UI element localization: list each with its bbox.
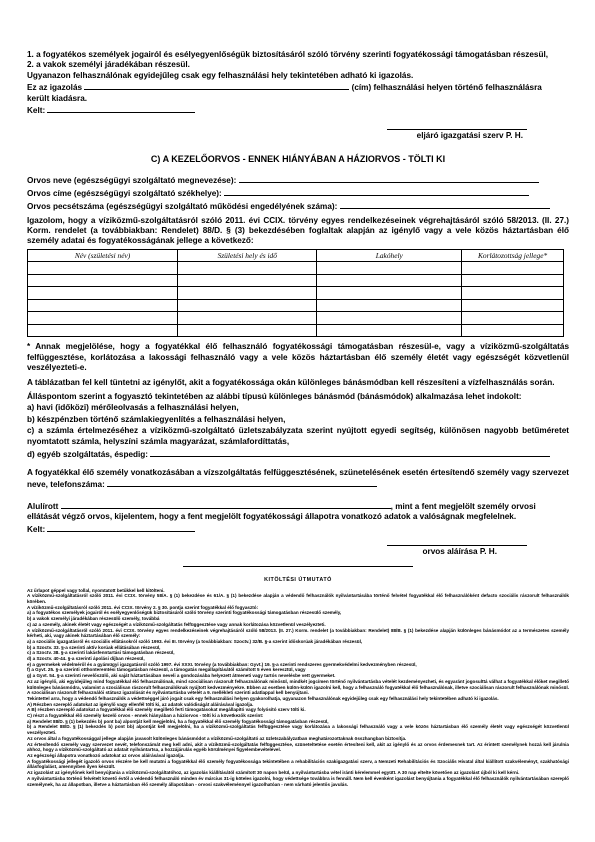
guide-paragraph: c) az a személy, akinek életét vagy egészségét a víziközmű-szolgáltatás felfüggesztése vagy annak korlátozása közvetlenül veszélyezteti. — [27, 621, 326, 627]
table-cell[interactable] — [462, 287, 564, 300]
person-data-table — [27, 249, 564, 338]
undersigned-declaration: ellátását végző orvos, kijelentem, hogy a fent megjelölt fogyatékossági állapotra vonatkozó adatok a valóságnak megfelelnek. — [27, 512, 517, 522]
table-cell[interactable] — [178, 274, 317, 287]
table-header-name: Név (születési név) — [28, 249, 178, 262]
table-cell[interactable] — [462, 262, 564, 275]
table-cell[interactable] — [317, 274, 462, 287]
table-header-birth: Születési hely és idő — [178, 249, 317, 262]
table-cell[interactable] — [317, 324, 462, 337]
kelt-row-doctor: Kelt: — [27, 523, 569, 536]
table-cell[interactable] — [178, 312, 317, 325]
kelt-input-doctor[interactable] — [47, 523, 195, 532]
guide-paragraph: A B) részben szereplő adatokat a fogyatékkal élő személy megillető ferti támogatásokat megállapító vagy folyósító szerv tölti ki. — [27, 707, 306, 713]
guide-divider — [183, 566, 413, 567]
table-row — [28, 274, 564, 287]
table-cell[interactable] — [462, 299, 564, 312]
guide-paragraph: Az űrlapot géppel vagy tollal, nyomtatott betűkkel kell kitölteni. — [27, 587, 165, 593]
table-cell[interactable] — [462, 274, 564, 287]
option-c: c) a számla értelmezéséhez a víziközmű-szolgáltató üzletszabályzata szerint nyújtott egyedi segítség, különösen nagyobb betűméretet nyomtatott számla, helyszíni számla magyarázat, számlafordíttatás, — [27, 426, 569, 446]
doctor-address-row: Orvos címe (egészségügyi szolgáltató székhelye): — [27, 187, 569, 200]
option-a: a) havi (időközi) mérőleolvasás a felhasználási helyen, — [27, 403, 239, 413]
form-page — [27, 50, 569, 787]
doctor-stamp-input[interactable] — [340, 200, 550, 209]
signature-line-doctor — [387, 545, 527, 546]
undersigned-input[interactable] — [61, 500, 391, 509]
guide-paragraph: a) a szociális igazgatásról és szociális ellátásokról szóló 1993. évi III. törvény (a továbbiakban: Szoctv.) 32/B. §-a szerint időskorúak járadékában részesül, — [27, 638, 363, 644]
table-cell[interactable] — [178, 262, 317, 275]
table-header-residence: Lakóhely — [317, 249, 462, 262]
guide-paragraph: e) a gyermekek védelméről és a gyámügyi igazgatásról szóló 1997. évi XXXI. törvény (a továbbiakban: Gyvt.) 19. §-a szerinti rendszeres gyermekvédelmi kedvezményben részesül, — [27, 661, 417, 667]
guide-paragraph: b) a Szoctv. 33. §-a szerinti aktív korúak ellátásában részesül, — [27, 644, 161, 650]
option-d-row: d) egyéb szolgáltatás, éspedig: — [27, 448, 569, 461]
notify-paragraph: A fogyatékkal élő személy vonatkozásában a vízszolgáltatás felfüggesztésének, szünetelésének esetén értesítendő személy vagy szervezet neve, telefonszáma: — [27, 467, 569, 490]
opinion-line: Álláspontom szerint a fogyasztó tekintetében az alábbi típusú különleges bánásmód (bánásmódok) alkalmazása lehet indokolt: — [27, 391, 522, 401]
guide-paragraph: d) a Szoctv. 40-44. §-a szerinti ápolási díjban részesül, — [27, 656, 145, 662]
guide-paragraph: c) a Szoctv. 38. §-a szerinti lakásfenntartási támogatásban részesül, — [27, 650, 175, 656]
table-cell[interactable] — [462, 324, 564, 337]
doctor-name-row: Orvos neve (egészségügyi szolgáltató megnevezése): — [27, 174, 569, 187]
guide-paragraph: Az orvos által a fogyatékossággal jellege alapján javasolt különleges bánásmódot a víziközmű-szolgáltató az üzletszabályzatban meghatározottaknak összhangban biztosítja. — [27, 735, 407, 741]
guide-title: KITÖLTÉSI ÚTMUTATÓ — [264, 576, 332, 583]
kelt-row-top: Kelt: — [27, 104, 569, 117]
eligibility-line-1: 1. a fogyatékos személyek jogairól és esélyegyenlőségük biztosításáról szóló törvény szerinti fogyatékossági támogatásban részesül, — [27, 50, 549, 59]
table-row — [28, 312, 564, 325]
option-b: b) készpénzben történő számlakiegyenlítés a felhasználási helyen, — [27, 414, 286, 424]
doctor-address-input[interactable] — [224, 187, 529, 196]
table-cell[interactable] — [317, 262, 462, 275]
single-location-note: Ugyanazon felhasználónak egyidejűleg csak egy felhasználási hely tekintetében adható ki igazolás. — [27, 70, 414, 80]
table-row — [28, 262, 564, 275]
guide-paragraph: f) a Gyvt. 25. §-a szerinti otthonteremtési támogatásban részesül, a támogatás megállapításától számított 5 éven keresztül, vagy — [27, 667, 306, 673]
doctor-signature-label: orvos aláírása P. H. — [422, 546, 497, 556]
guide-paragraph: Az értesítendő személy vagy szervezet nevét, telefonszámát meg kell adni, akit a víziközmű-szolgáltatás felfüggesztése, szüneteltetése esetén értesíteni kell, akit az igénylő és az orvos érdemesnek tart. Az érintett személynek hozzá kell járulnia ahhoz, hogy a víziközmű-szolgáltató az adatait nyilvántartsa, a hozzájárulás egyéb körülményei figyelembevételével. — [27, 741, 569, 753]
kelt-input-top[interactable] — [47, 104, 195, 113]
signature-line-authority — [387, 129, 527, 130]
doctor-name-input[interactable] — [239, 174, 539, 183]
guide-paragraph: Az egészségi állapotra vonatkozó adatokat az orvos aláírásával igazolja. — [27, 752, 185, 758]
table-header-limitation: Korlátozottság jellege* — [462, 249, 564, 262]
guide-paragraph: A) Részben szereplő adatokat az igénylő vagy ellenfél tölti ki, az adatok valódiságát aláírásával igazolja. — [27, 701, 254, 707]
notify-input[interactable] — [107, 478, 377, 487]
table-note: A táblázatban fel kell tüntetni az igénylőt, akit a fogyatékossága okán különleges bánásmódban kell részesíteni a vízfelhasználás során. — [27, 377, 555, 387]
table-cell[interactable] — [317, 287, 462, 300]
section-c-title: C) A KEZELŐORVOS - ENNEK HIÁNYÁBAN A HÁZIORVOS - TÖLTI KI — [150, 154, 446, 165]
option-d-input[interactable] — [150, 448, 550, 457]
guide-paragraph: Az igazolást az igénylőnek kell benyújtania a víziközmű-szolgáltatóhoz, az igazolás kiállításától számított 30 napon belül, a nyilvántartásba vétel iránti kérelemmel együtt. A 30 nap eltelte követően az igazolást újból ki kell kérni. — [27, 770, 520, 776]
undersigned-row: Alulírott , mint a fent megjelölt személy orvosi — [27, 501, 536, 511]
guide-paragraph: C) részt a fogyatékkal élő személy kezelő orvos - ennek hiányában a háziorvos - tölti ki a következők szerint: — [27, 713, 264, 719]
table-cell[interactable] — [28, 287, 178, 300]
guide-paragraph: A nyilvántartásba történő felvételt követő évtől a védendő felhasználó minden év március 31-ig köteles igazolni, hogy védettsége továbbra is fennáll. Nem kell évenként igazolást benyújtania a fogyatékkal élő felhasználók nyilvántartásában szereplő személynek, ha az állapotban, illetve a háztartásban élő személy állapotában - orvosi szakvéleménnyel igazolhatóan - nem várható jelentős javulás. — [27, 775, 569, 787]
guide-paragraph: a) Rendelet 88/D. § (1) bekezdés b) pont ba) alpontját kell megjelölni, ha a fogyatékkal élő személy fogyatékossági támogatásban részesül, — [27, 718, 329, 724]
guide-paragraph: A víziközmű-szolgáltatásról szóló 2011. évi CCIX. törvény egyes rendelkezéseinek végrehajtásáról szóló 58/2013. (II. 27.) Korm. rendelet (a továbbiakban: Rendelet) 88/B. § (1) bekezdése alapján különleges bánásmódot az a természetes személy kérheti, aki, vagy akinek háztartásában élő személy: — [27, 627, 569, 639]
table-cell[interactable] — [317, 299, 462, 312]
guide-paragraph: A fogyatékossági jellegét igazoló orvos részére be kell mutatni a fogyatékkal élő személy fogyatékossága tekintetében a rehabilitációs szakigazgatási szerv, a Nemzeti Rehabilitációs és Szociális Hivatal által kiállított szakvéleményt, szakhatósági állásfoglalást, amennyiben ilyen készült. — [27, 758, 569, 770]
address-input[interactable] — [84, 81, 349, 90]
table-cell[interactable] — [462, 312, 564, 325]
guide-paragraph: g) a Gyvt. 54. §-a szerinti nevelőszülő, aki saját háztartásában neveli a gondozásába helyezett átmeneti vagy tartós nevelésbe vett gyermeket. — [27, 673, 336, 679]
table-cell[interactable] — [178, 324, 317, 337]
table-cell[interactable] — [28, 274, 178, 287]
table-header-row — [28, 249, 564, 262]
address-row: Ez az igazolás (cím) felhasználási helyen történő felhasználásra — [27, 83, 542, 93]
table-cell[interactable] — [178, 287, 317, 300]
guide-paragraph: A víziközmű-szolgáltatásról szóló 2011. évi CCIX. törvény 2. § 30. pontja szerint fogyatékkal élő fogyasztó: — [27, 604, 259, 610]
table-cell[interactable] — [317, 312, 462, 325]
table-cell[interactable] — [28, 299, 178, 312]
guide-paragraph: Az az igénylő, aki egyidejűleg mind fogyatékkal élő felhasználónak, mind szociálisan rászorult felhasználónak minősül, mindkét jogcímen történő nyilvántartásba vételét kezdeményezheti, és egyaránt jogosulttá válhat a fogyatékkal élőket megillető különleges bánásmódra, valamint a szociálisan rászorult felhasználóknak nyújtott kedvezményekre. Ebben az esetben külön-külön igazolni kell, hogy a felhasználó fogyatékkal élő felhasználónak, illetve szociálisan rászorult felhasználónak minősül. A szociálisan rászorult felhasználói státusz igazolását és nyilvántartásba vételét a 9. mellékleti szerinti adatlappal kell benyújtani. — [27, 678, 569, 696]
table-cell[interactable] — [28, 262, 178, 275]
guide-paragraph: Tekintettel arra, hogy a védendő felhasználók a védettséggel járó jogait csak egy felhasználási helyen gyakorolhatja, ugyanazon felhasználónak egyidejűleg csak egy felhasználási hely tekintetében adható ki igazolás. — [27, 695, 499, 701]
table-cell[interactable] — [28, 312, 178, 325]
guide-paragraph: b) a Rendelet 88/D. § (1) bekezdés b) pont bb) alpontját kell megjelölni, ha a víziközmű-szolgáltatás felfüggesztése vagy korlátozása a lakossági felhasználó vagy a vele közös háztartásban élő személy életét vagy egészségét közvetlenül veszélyezteti. — [27, 724, 569, 736]
guide-body — [27, 588, 569, 788]
eligibility-line-2: 2. a vakok személyi járadékában részesül. — [27, 60, 190, 70]
table-row — [28, 324, 564, 337]
guide-paragraph: b) a vakok személyi járadékában részesülő személy, továbbá — [27, 616, 160, 622]
table-row — [28, 287, 564, 300]
table-cell[interactable] — [178, 299, 317, 312]
guide-paragraph: A víziközmű-szolgáltatásról szóló 2011. évi CCIX. törvény 58/A. § (1) bekezdése és 61/A. § (1) bekezdése alapján a védendő felhasználók nyilvántartásába történő felvétel fogyatékkal élő felhasználóként defacto szociális rászorult felhasználók körében. — [27, 593, 569, 604]
authority-signature-label: eljáró igazgatási szerv P. H. — [416, 131, 523, 141]
table-footnote: * Annak megjelölése, hogy a fogyatékkal élő felhasználó fogyatékossági támogatásban részesül-e, vagy a víziközmű-szolgáltatás felfüggesztése, korlátozása a lakossági felhasználó vagy a vele közös háztartásban élő személy életét vagy egészségét közvetlenül veszélyezteti-e. — [27, 342, 569, 373]
issued-line: került kiadásra. — [27, 94, 88, 104]
table-row — [28, 299, 564, 312]
certify-paragraph: Igazolom, hogy a víziközmű-szolgáltatásról szóló 2011. évi CCIX. törvény egyes rendelkezéseinek végrehajtásáról szóló 58/2013. (II. 27.) Korm. rendelet (a továbbiakban: Rendelet) 88/D. § (3) bekezdésében foglaltak alapján az igénylő vagy a vele közös háztartásban élő személy adatai és fogyatékosságának jellege a következő: — [27, 215, 569, 246]
guide-paragraph: a) a fogyatékos személyek jogairól és esélyegyenlőségük biztosításáról szóló törvény szerinti fogyatékossági támogatásban részesülő személy, — [27, 610, 342, 616]
doctor-stamp-row: Orvos pecsétszáma (egészségügyi szolgáltató működési engedélyének száma): — [27, 200, 569, 213]
table-cell[interactable] — [28, 324, 178, 337]
